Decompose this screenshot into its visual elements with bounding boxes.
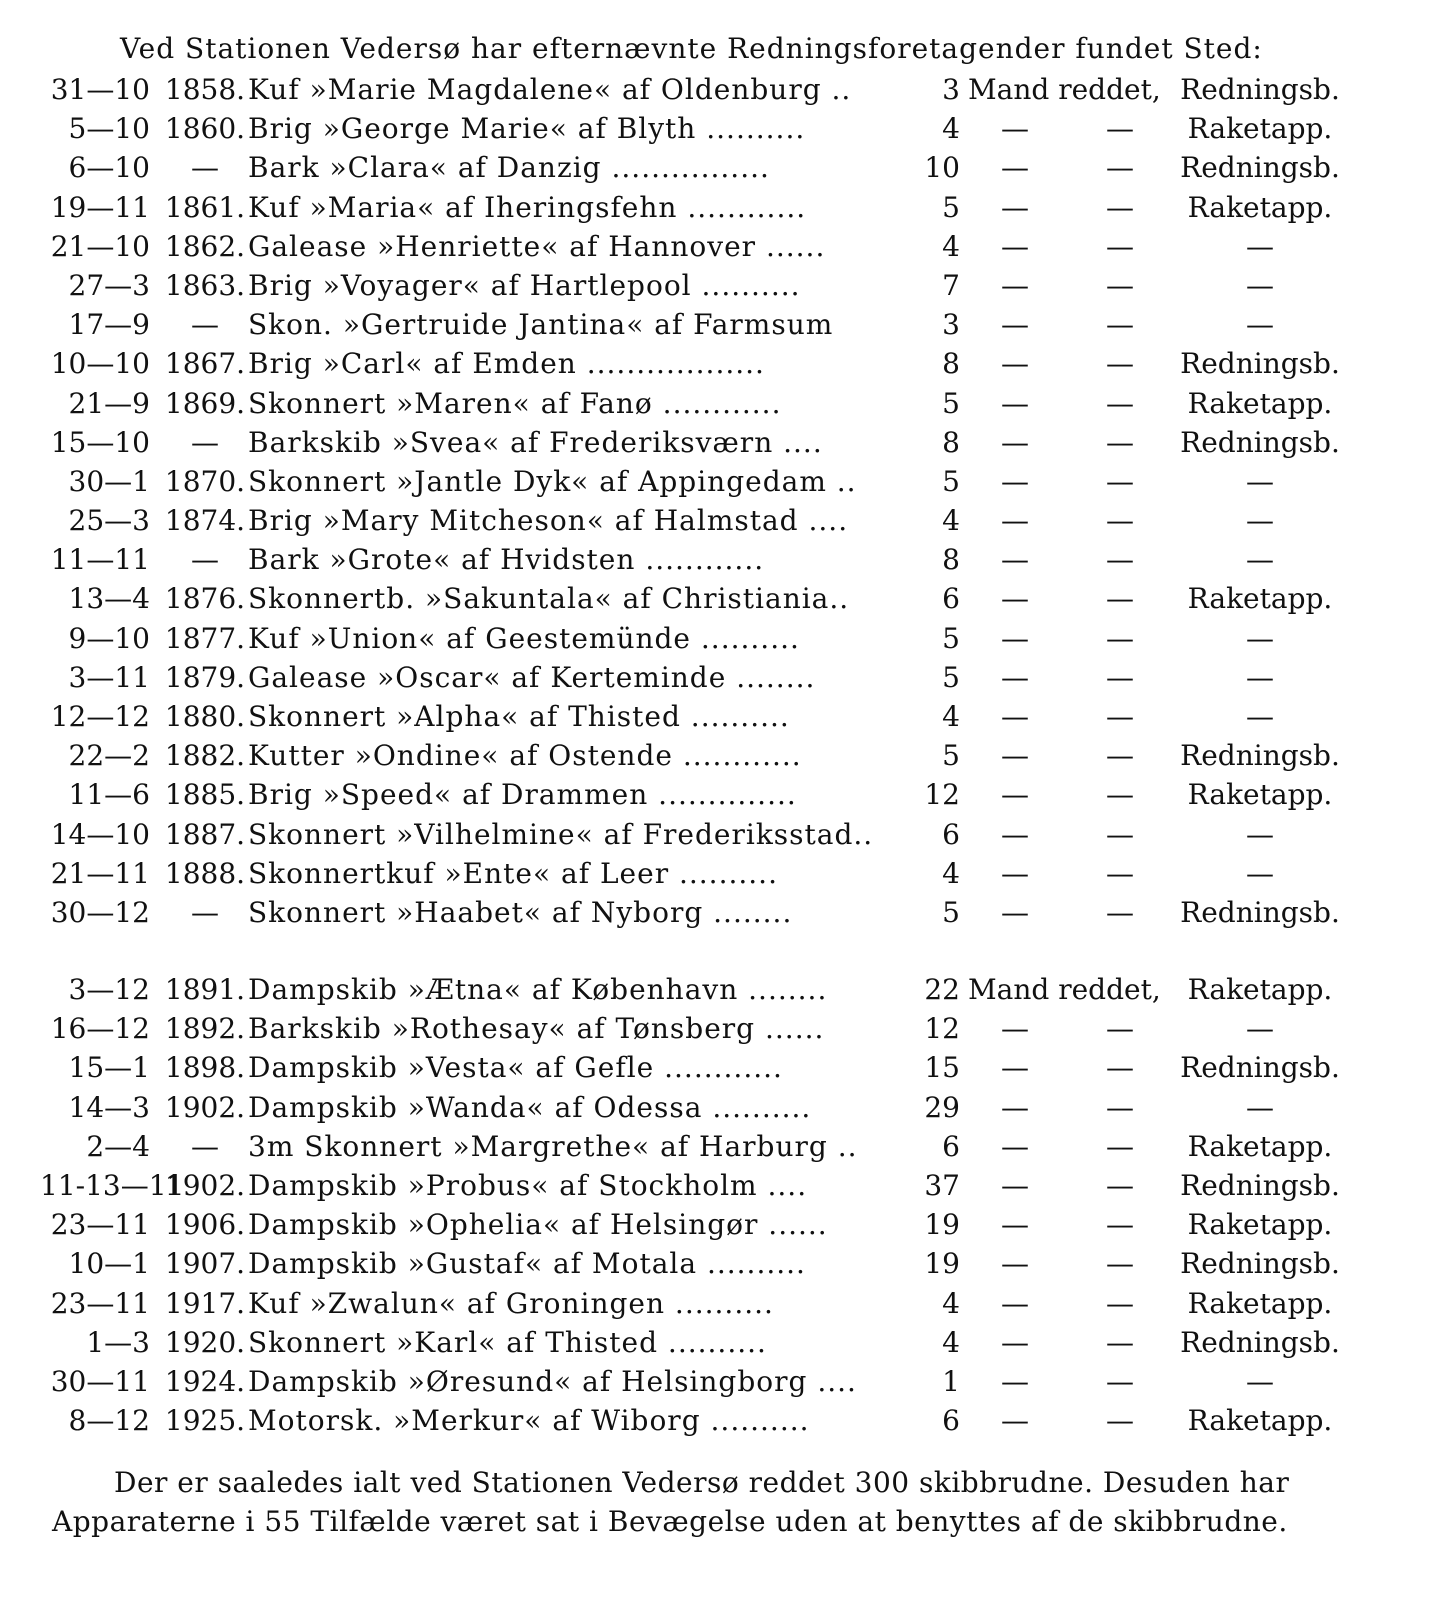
date-cell: 14—3 (68, 1090, 150, 1124)
ditto-mark: — (1106, 817, 1134, 851)
vessel-cell: Dampskib »Wanda« af Odessa .......... (248, 1090, 812, 1124)
vessel-cell: Dampskib »Gustaf« af Motala .......... (248, 1247, 806, 1281)
ditto-mark: — (1106, 386, 1134, 420)
vessel-cell: Skon. »Gertruide Jantina« af Farmsum (248, 308, 834, 342)
page-heading: Ved Stationen Vedersø har efternævnte Redningsforetagender fundet Sted: (120, 32, 1263, 65)
ditto-mark: — (1106, 856, 1134, 890)
ditto-mark: — (1001, 268, 1029, 302)
ditto-mark: — (1001, 817, 1029, 851)
vessel-cell: Dampskib »Ætna« af København ........ (248, 973, 828, 1006)
rescued-count-cell: 37 (924, 1168, 960, 1202)
ditto-mark: — (1106, 778, 1134, 812)
date-cell: 16—12 (50, 1012, 150, 1046)
equipment-cell: — (1246, 660, 1274, 694)
table-row (0, 344, 1441, 383)
vessel-cell: Motorsk. »Merkur« af Wiborg .......... (248, 1404, 810, 1438)
ditto-mark: — (1001, 582, 1029, 616)
rescue-table-section-2 (0, 970, 1441, 1440)
ditto-mark: — (1106, 425, 1134, 459)
date-cell: 3—12 (68, 973, 150, 1006)
rescued-label-cell: Mand reddet, (968, 973, 1161, 1006)
table-row (0, 1401, 1441, 1440)
ditto-mark: — (1106, 1364, 1134, 1398)
equipment-cell: — (1246, 856, 1274, 890)
rescued-count-cell: 5 (942, 386, 960, 420)
year-cell: 1869. (164, 386, 246, 420)
table-row (0, 70, 1441, 109)
vessel-cell: Brig »Speed« af Drammen .............. (248, 778, 797, 812)
year-cell: 1858. (164, 73, 246, 106)
ditto-mark: — (1001, 464, 1029, 498)
summary-line-1: Der er saaledes ialt ved Stationen Vedersø reddet 300 skibbrudne. Desuden har (114, 1466, 1290, 1499)
ditto-mark: — (1001, 347, 1029, 381)
equipment-cell: Redningsb. (1180, 1051, 1340, 1085)
ditto-mark: — (1001, 190, 1029, 224)
table-row (0, 658, 1441, 697)
rescued-count-cell: 8 (942, 425, 960, 459)
equipment-cell: — (1246, 543, 1274, 577)
date-cell: 22—2 (68, 739, 150, 773)
rescued-count-cell: 6 (942, 817, 960, 851)
ditto-mark: — (1106, 1090, 1134, 1124)
vessel-cell: Brig »Voyager« af Hartlepool .......... (248, 268, 801, 302)
rescued-count-cell: 5 (942, 621, 960, 655)
table-row (0, 462, 1441, 501)
table-row (0, 109, 1441, 148)
table-row (0, 384, 1441, 423)
table-row (0, 540, 1441, 579)
year-cell: 1906. (164, 1208, 246, 1242)
ditto-mark: — (1001, 1129, 1029, 1163)
rescued-count-cell: 4 (942, 229, 960, 263)
ditto-mark: — (1001, 1012, 1029, 1046)
date-cell: 30—12 (50, 895, 150, 929)
date-cell: 2—4 (86, 1129, 150, 1163)
year-cell: — (191, 308, 219, 342)
rescued-count-cell: 5 (942, 895, 960, 929)
year-cell: 1898. (164, 1051, 246, 1085)
ditto-mark: — (1106, 1247, 1134, 1281)
date-cell: 10—1 (68, 1247, 150, 1281)
vessel-cell: Dampskib »Vesta« af Gefle ............ (248, 1051, 783, 1085)
table-row (0, 1205, 1441, 1244)
date-cell: 11-13—11 (40, 1168, 185, 1202)
ditto-mark: — (1106, 739, 1134, 773)
year-cell: 1860. (164, 112, 246, 146)
table-row (0, 1323, 1441, 1362)
summary-paragraph (52, 1463, 1352, 1541)
equipment-cell: — (1246, 268, 1274, 302)
year-cell: 1891. (164, 973, 246, 1006)
table-row (0, 1244, 1441, 1283)
rescued-count-cell: 15 (924, 1051, 960, 1085)
equipment-cell: — (1246, 504, 1274, 538)
year-cell: — (191, 151, 219, 185)
vessel-cell: Dampskib »Øresund« af Helsingborg .... (248, 1364, 857, 1398)
year-cell: 1892. (164, 1012, 246, 1046)
table-row (0, 619, 1441, 658)
vessel-cell: Skonnert »Jantle Dyk« af Appingedam .. (248, 464, 857, 498)
rescued-count-cell: 8 (942, 543, 960, 577)
ditto-mark: — (1001, 1208, 1029, 1242)
year-cell: 1867. (164, 347, 246, 381)
date-cell: 21—9 (68, 386, 150, 420)
equipment-cell: Redningsb. (1180, 739, 1340, 773)
date-cell: 8—12 (68, 1404, 150, 1438)
year-cell: 1876. (164, 582, 246, 616)
ditto-mark: — (1106, 268, 1134, 302)
ditto-mark: — (1106, 347, 1134, 381)
vessel-cell: Kuf »Zwalun« af Groningen .......... (248, 1286, 774, 1320)
ditto-mark: — (1001, 425, 1029, 459)
year-cell: 1887. (164, 817, 246, 851)
ditto-mark: — (1001, 1286, 1029, 1320)
vessel-cell: Skonnert »Maren« af Fanø ............ (248, 386, 782, 420)
rescued-count-cell: 19 (924, 1247, 960, 1281)
date-cell: 21—11 (50, 856, 150, 890)
ditto-mark: — (1106, 1129, 1134, 1163)
equipment-cell: Raketapp. (1187, 1404, 1333, 1438)
ditto-mark: — (1106, 1051, 1134, 1085)
date-cell: 5—10 (68, 112, 150, 146)
ditto-mark: — (1106, 1286, 1134, 1320)
date-cell: 9—10 (68, 621, 150, 655)
equipment-cell: — (1246, 464, 1274, 498)
year-cell: 1888. (164, 856, 246, 890)
vessel-cell: Barkskib »Rothesay« af Tønsberg ...... (248, 1012, 825, 1046)
vessel-cell: Skonnert »Haabet« af Nyborg ........ (248, 895, 793, 929)
table-row (0, 1048, 1441, 1087)
vessel-cell: Dampskib »Ophelia« af Helsingør ...... (248, 1208, 828, 1242)
year-cell: — (191, 895, 219, 929)
equipment-cell: Raketapp. (1187, 973, 1333, 1006)
rescued-label-cell: Mand reddet, (968, 73, 1161, 106)
year-cell: 1882. (164, 739, 246, 773)
vessel-cell: Barkskib »Svea« af Frederiksværn .... (248, 425, 823, 459)
summary-line-2: Apparaterne i 55 Tilfælde været sat i Bevægelse uden at benyttes af de skibbrudne. (52, 1505, 1288, 1538)
vessel-cell: Skonnert »Karl« af Thisted .......... (248, 1325, 767, 1359)
ditto-mark: — (1001, 1404, 1029, 1438)
date-cell: 10—10 (50, 347, 150, 381)
date-cell: 23—11 (50, 1208, 150, 1242)
table-row (0, 1362, 1441, 1401)
table-row (0, 227, 1441, 266)
vessel-cell: Bark »Grote« af Hvidsten ............ (248, 543, 765, 577)
table-row (0, 736, 1441, 775)
ditto-mark: — (1106, 895, 1134, 929)
equipment-cell: — (1246, 621, 1274, 655)
ditto-mark: — (1001, 386, 1029, 420)
equipment-cell: — (1246, 308, 1274, 342)
rescued-count-cell: 22 (924, 973, 960, 1006)
rescued-count-cell: 4 (942, 112, 960, 146)
date-cell: 19—11 (50, 190, 150, 224)
year-cell: 1920. (164, 1325, 246, 1359)
year-cell: — (191, 543, 219, 577)
table-row (0, 1127, 1441, 1166)
year-cell: 1874. (164, 504, 246, 538)
equipment-cell: Redningsb. (1180, 895, 1340, 929)
year-cell: 1880. (164, 700, 246, 733)
rescued-count-cell: 4 (942, 504, 960, 538)
rescued-count-cell: 6 (942, 1404, 960, 1438)
year-cell: 1862. (164, 229, 246, 263)
ditto-mark: — (1001, 1247, 1029, 1281)
equipment-cell: Redningsb. (1180, 151, 1340, 185)
equipment-cell: Redningsb. (1180, 1325, 1340, 1359)
date-cell: 6—10 (68, 151, 150, 185)
ditto-mark: — (1106, 1404, 1134, 1438)
equipment-cell: Raketapp. (1187, 1129, 1333, 1163)
ditto-mark: — (1001, 504, 1029, 538)
table-row (0, 697, 1441, 736)
vessel-cell: Galease »Oscar« af Kerteminde ........ (248, 660, 816, 694)
rescued-count-cell: 3 (942, 308, 960, 342)
equipment-cell: Redningsb. (1180, 73, 1340, 106)
ditto-mark: — (1106, 1208, 1134, 1242)
year-cell: 1917. (164, 1286, 246, 1320)
equipment-cell: Raketapp. (1187, 386, 1333, 420)
table-row (0, 893, 1441, 932)
ditto-mark: — (1001, 700, 1029, 733)
vessel-cell: Kutter »Ondine« af Ostende ............ (248, 739, 802, 773)
equipment-cell: — (1246, 700, 1274, 733)
vessel-cell: 3m Skonnert »Margrethe« af Harburg .. (248, 1129, 858, 1163)
table-row (0, 148, 1441, 187)
rescued-count-cell: 7 (942, 268, 960, 302)
year-cell: 1870. (164, 464, 246, 498)
rescued-count-cell: 4 (942, 700, 960, 733)
date-cell: 3—11 (68, 660, 150, 694)
date-cell: 17—9 (68, 308, 150, 342)
equipment-cell: — (1246, 1364, 1274, 1398)
ditto-mark: — (1106, 504, 1134, 538)
equipment-cell: Redningsb. (1180, 1247, 1340, 1281)
year-cell: — (191, 1129, 219, 1163)
equipment-cell: — (1246, 1012, 1274, 1046)
ditto-mark: — (1106, 464, 1134, 498)
ditto-mark: — (1106, 190, 1134, 224)
table-row (0, 305, 1441, 344)
equipment-cell: Raketapp. (1187, 112, 1333, 146)
vessel-cell: Skonnert »Vilhelmine« af Frederiksstad.. (248, 817, 874, 851)
table-row (0, 815, 1441, 854)
year-cell: 1863. (164, 268, 246, 302)
date-cell: 30—1 (68, 464, 150, 498)
vessel-cell: Kuf »Marie Magdalene« af Oldenburg .. (248, 73, 852, 106)
rescued-count-cell: 4 (942, 856, 960, 890)
ditto-mark: — (1106, 112, 1134, 146)
ditto-mark: — (1001, 1168, 1029, 1202)
ditto-mark: — (1106, 582, 1134, 616)
ditto-mark: — (1106, 660, 1134, 694)
year-cell: 1861. (164, 190, 246, 224)
rescued-count-cell: 29 (924, 1090, 960, 1124)
equipment-cell: — (1246, 817, 1274, 851)
equipment-cell: Redningsb. (1180, 425, 1340, 459)
table-row (0, 266, 1441, 305)
equipment-cell: — (1246, 229, 1274, 263)
rescued-count-cell: 6 (942, 1129, 960, 1163)
ditto-mark: — (1106, 1168, 1134, 1202)
ditto-mark: — (1001, 1364, 1029, 1398)
year-cell: 1925. (164, 1404, 246, 1438)
ditto-mark: — (1001, 895, 1029, 929)
ditto-mark: — (1001, 229, 1029, 263)
ditto-mark: — (1001, 151, 1029, 185)
equipment-cell: Redningsb. (1180, 1168, 1340, 1202)
ditto-mark: — (1001, 1051, 1029, 1085)
date-cell: 27—3 (68, 268, 150, 302)
vessel-cell: Kuf »Union« af Geestemünde .......... (248, 621, 800, 655)
vessel-cell: Dampskib »Probus« af Stockholm .... (248, 1168, 808, 1202)
equipment-cell: — (1246, 1090, 1274, 1124)
equipment-cell: Raketapp. (1187, 1208, 1333, 1242)
rescued-count-cell: 4 (942, 1286, 960, 1320)
equipment-cell: Redningsb. (1180, 347, 1340, 381)
date-cell: 21—10 (50, 229, 150, 263)
vessel-cell: Skonnertb. »Sakuntala« af Christiania.. (248, 582, 850, 616)
table-row (0, 854, 1441, 893)
ditto-mark: — (1106, 308, 1134, 342)
date-cell: 14—10 (50, 817, 150, 851)
rescued-count-cell: 12 (924, 778, 960, 812)
date-cell: 31—10 (50, 73, 150, 106)
date-cell: 13—4 (68, 582, 150, 616)
date-cell: 15—10 (50, 425, 150, 459)
date-cell: 30—11 (50, 1364, 150, 1398)
table-row (0, 1009, 1441, 1048)
ditto-mark: — (1106, 700, 1134, 733)
ditto-mark: — (1106, 543, 1134, 577)
date-cell: 15—1 (68, 1051, 150, 1085)
rescued-count-cell: 5 (942, 739, 960, 773)
ditto-mark: — (1001, 856, 1029, 890)
rescued-count-cell: 8 (942, 347, 960, 381)
rescued-count-cell: 5 (942, 660, 960, 694)
table-row (0, 1166, 1441, 1205)
ditto-mark: — (1001, 1090, 1029, 1124)
table-row (0, 423, 1441, 462)
ditto-mark: — (1001, 112, 1029, 146)
ditto-mark: — (1106, 151, 1134, 185)
vessel-cell: Bark »Clara« af Danzig ................ (248, 151, 770, 185)
rescued-count-cell: 4 (942, 1325, 960, 1359)
equipment-cell: Raketapp. (1187, 1286, 1333, 1320)
ditto-mark: — (1106, 1012, 1134, 1046)
vessel-cell: Kuf »Maria« af Iheringsfehn ............ (248, 190, 807, 224)
vessel-cell: Brig »George Marie« af Blyth .......... (248, 112, 806, 146)
year-cell: 1885. (164, 778, 246, 812)
rescued-count-cell: 10 (924, 151, 960, 185)
ditto-mark: — (1001, 543, 1029, 577)
table-row (0, 970, 1441, 1009)
rescued-count-cell: 5 (942, 464, 960, 498)
rescued-count-cell: 6 (942, 582, 960, 616)
rescued-count-cell: 5 (942, 190, 960, 224)
date-cell: 25—3 (68, 504, 150, 538)
table-row (0, 188, 1441, 227)
table-row (0, 501, 1441, 540)
year-cell: — (191, 425, 219, 459)
ditto-mark: — (1001, 660, 1029, 694)
ditto-mark: — (1001, 308, 1029, 342)
vessel-cell: Brig »Mary Mitcheson« af Halmstad .... (248, 504, 849, 538)
equipment-cell: Raketapp. (1187, 582, 1333, 616)
table-row (0, 1088, 1441, 1127)
year-cell: 1902. (164, 1168, 246, 1202)
ditto-mark: — (1001, 621, 1029, 655)
date-cell: 12—12 (50, 700, 150, 733)
rescued-count-cell: 1 (942, 1364, 960, 1398)
rescued-count-cell: 19 (924, 1208, 960, 1242)
table-row (0, 1284, 1441, 1323)
ditto-mark: — (1106, 1325, 1134, 1359)
year-cell: 1902. (164, 1090, 246, 1124)
date-cell: 23—11 (50, 1286, 150, 1320)
year-cell: 1924. (164, 1364, 246, 1398)
ditto-mark: — (1001, 739, 1029, 773)
ditto-mark: — (1001, 778, 1029, 812)
ditto-mark: — (1106, 621, 1134, 655)
year-cell: 1877. (164, 621, 246, 655)
ditto-mark: — (1001, 1325, 1029, 1359)
vessel-cell: Galease »Henriette« af Hannover ...... (248, 229, 826, 263)
vessel-cell: Brig »Carl« af Emden .................. (248, 347, 765, 381)
table-row (0, 579, 1441, 618)
vessel-cell: Skonnertkuf »Ente« af Leer .......... (248, 856, 778, 890)
equipment-cell: Raketapp. (1187, 190, 1333, 224)
table-row (0, 775, 1441, 814)
rescued-count-cell: 3 (942, 73, 960, 106)
equipment-cell: Raketapp. (1187, 778, 1333, 812)
rescue-table-section-1 (0, 70, 1441, 932)
year-cell: 1907. (164, 1247, 246, 1281)
year-cell: 1879. (164, 660, 246, 694)
rescued-count-cell: 12 (924, 1012, 960, 1046)
vessel-cell: Skonnert »Alpha« af Thisted .......... (248, 700, 790, 733)
date-cell: 1—3 (86, 1325, 150, 1359)
date-cell: 11—11 (50, 543, 150, 577)
ditto-mark: — (1106, 229, 1134, 263)
date-cell: 11—6 (68, 778, 150, 812)
